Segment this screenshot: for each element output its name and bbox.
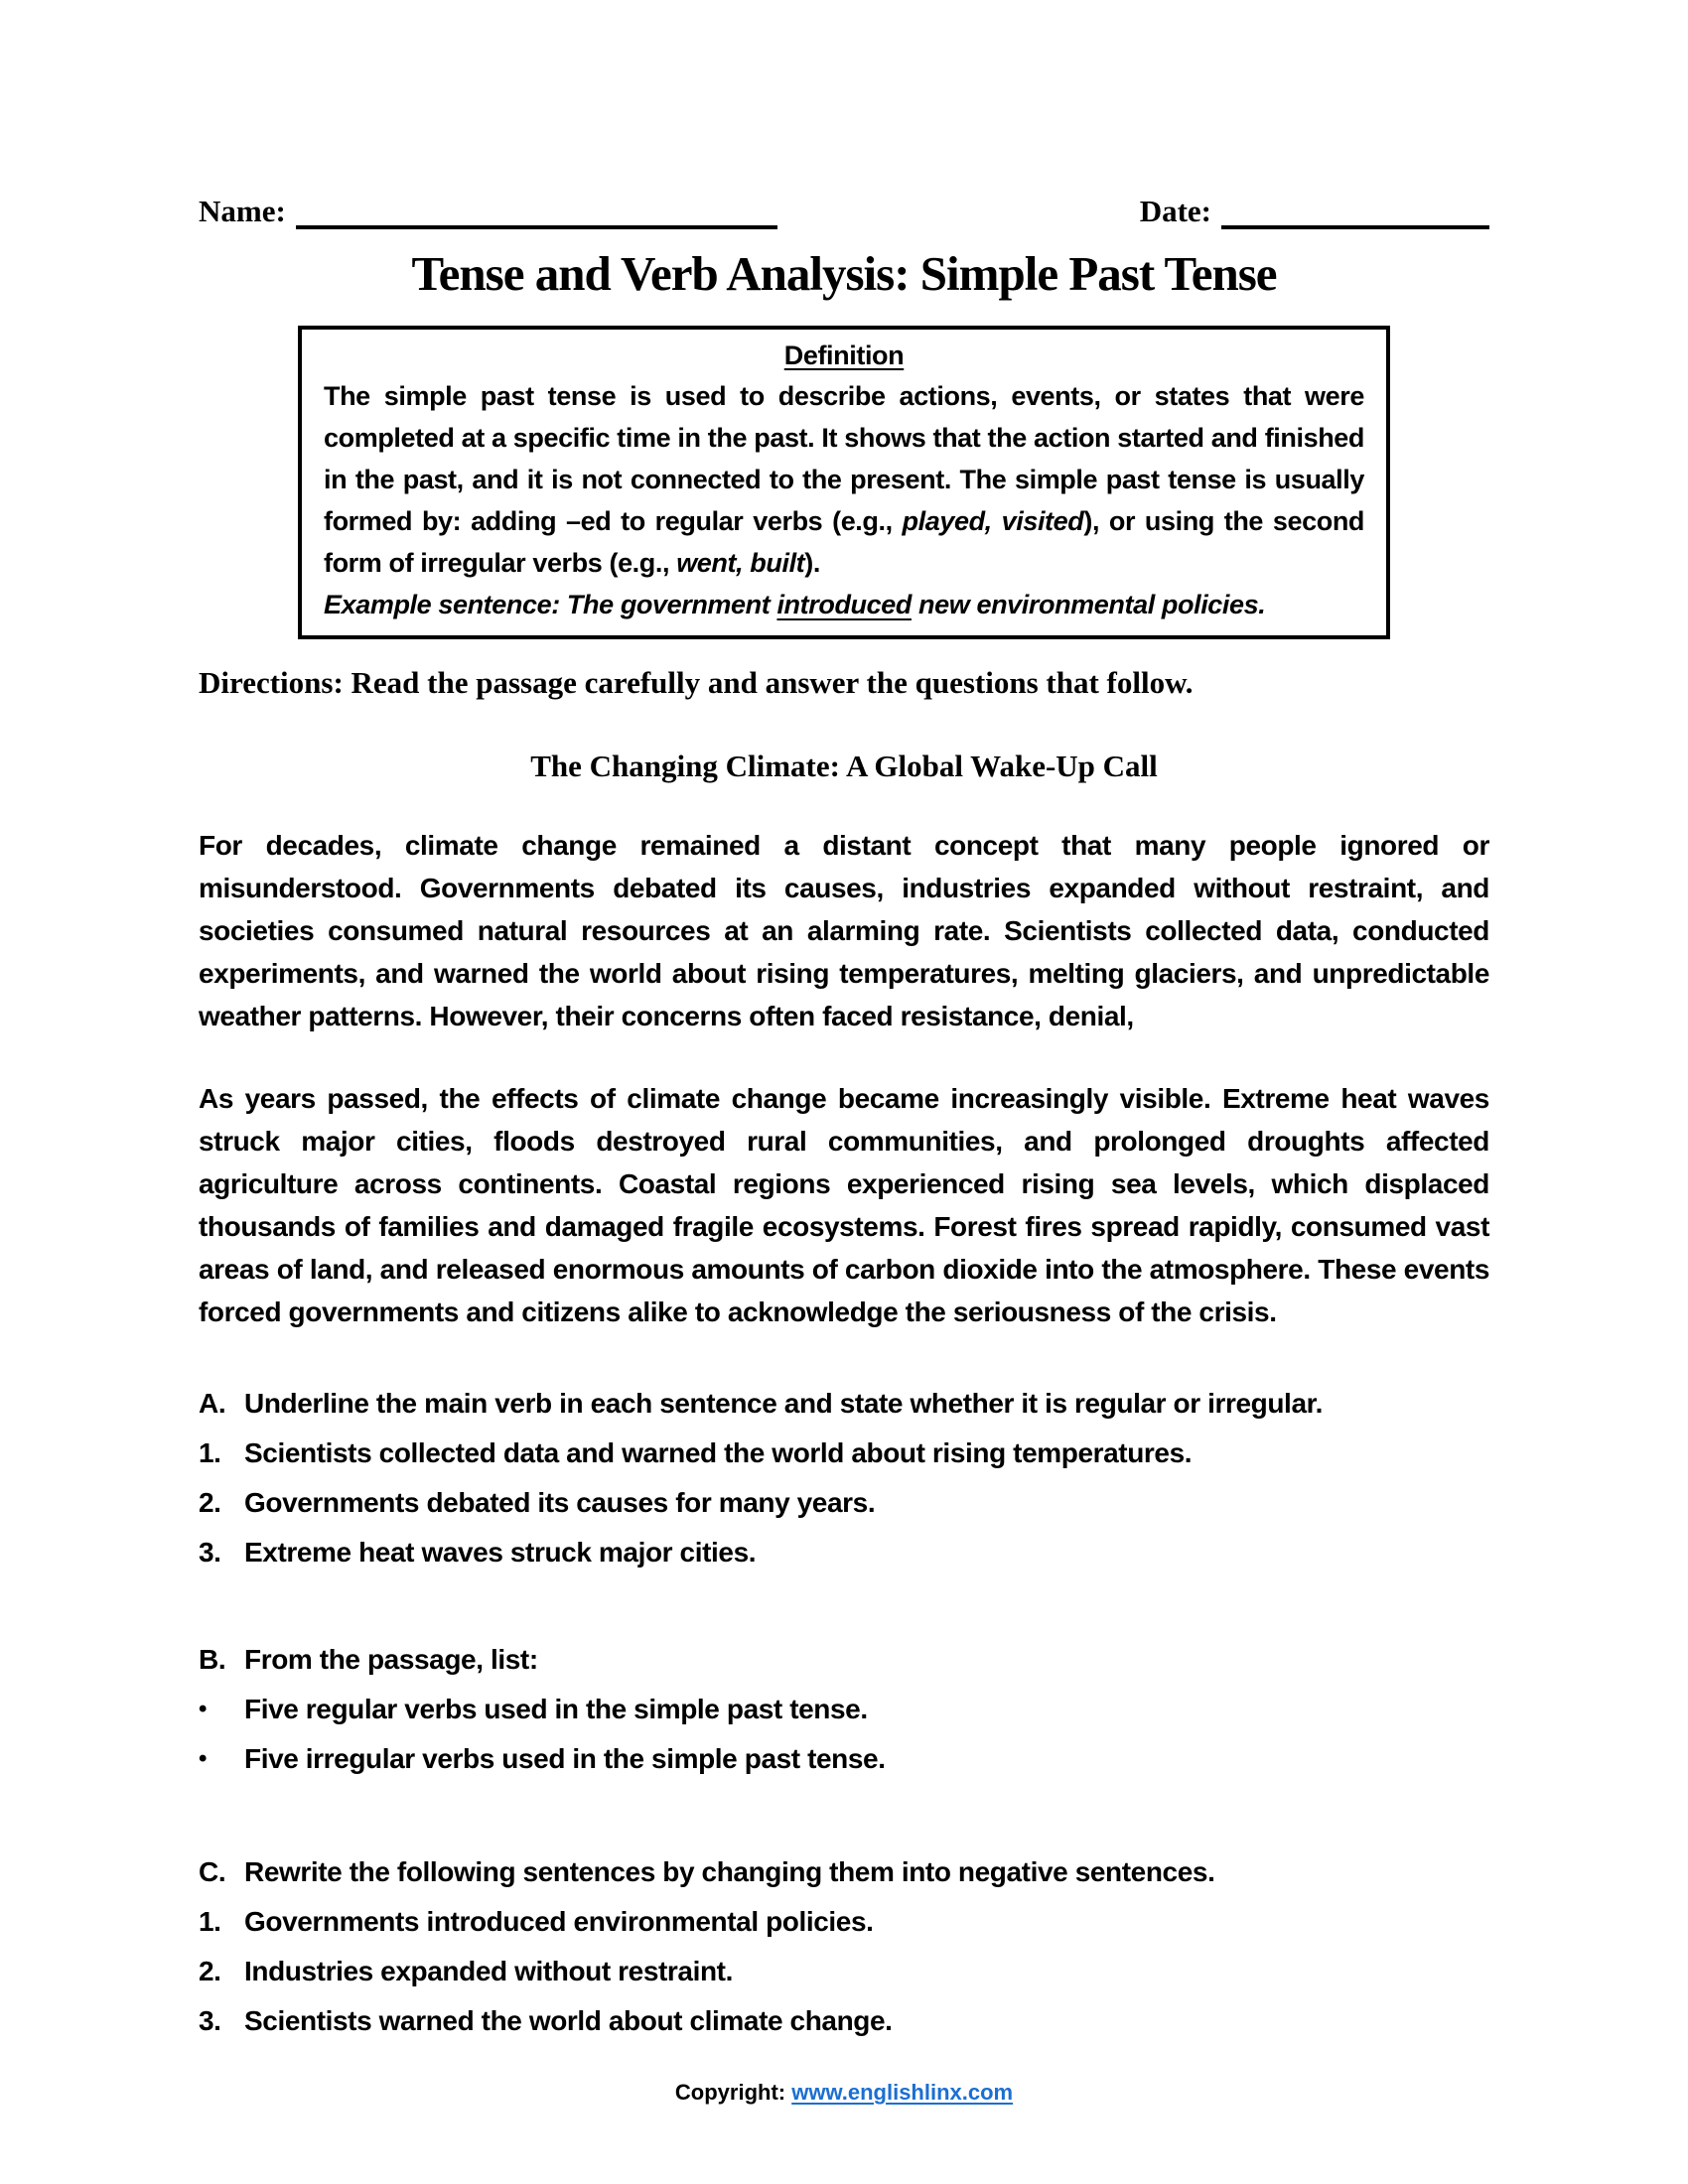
definition-example-sentence: Example sentence: The government introduced new environmental policies. — [324, 590, 1266, 619]
question-item — [199, 1429, 1489, 1478]
item-text: Five irregular verbs used in the simple past tense. — [244, 1743, 886, 1774]
page-title: Tense and Verb Analysis: Simple Past Tense — [411, 246, 1277, 301]
section-b-heading — [199, 1635, 1489, 1685]
item-number: 2. — [199, 1487, 221, 1518]
bullet-icon: • — [199, 1745, 208, 1772]
item-number: 1. — [199, 1437, 221, 1468]
item-text: Governments debated its causes for many years. — [244, 1487, 876, 1518]
section-c — [199, 1847, 1489, 2046]
item-text: Governments introduced environmental policies. — [244, 1906, 874, 1937]
definition-heading: Definition — [783, 341, 905, 370]
bullet-item — [199, 1685, 1489, 1734]
item-text: Five regular verbs used in the simple past tense. — [244, 1694, 868, 1724]
name-field-group — [199, 194, 777, 229]
passage-paragraph-1: For decades, climate change remained a distant concept that many people ignored or misunderstood. Governments debated its causes, industries expanded without restraint, and societies consumed natural resources at an alarming rate. Scientists collected data, conducted experiments, and warned the world about rising temperatures, melting glaciers, and unpredictable weather patterns. However, their concerns often faced resistance, denial, — [199, 830, 1489, 1031]
section-b-heading-text: From the passage, list: — [244, 1644, 538, 1675]
item-number: 3. — [199, 2005, 221, 2036]
item-text: Scientists warned the world about climate change. — [244, 2005, 893, 2036]
directions-text: Directions: Read the passage carefully and answer the questions that follow. — [199, 665, 1194, 700]
section-c-label: C. — [199, 1856, 226, 1887]
question-item — [199, 1478, 1489, 1528]
passage-paragraph-2: As years passed, the effects of climate change became increasingly visible. Extreme heat waves struck major cities, floods destroyed rural communities, and prolonged droughts affected agriculture across continents. Coastal regions experienced rising sea levels, which displaced thousands of families and damaged fragile ecosystems. Forest fires spread rapidly, consumed vast areas of land, and released enormous amounts of carbon dioxide into the atmosphere. These events forced governments and citizens alike to acknowledge the seriousness of the crisis. — [199, 1083, 1489, 1327]
section-a-heading-text: Underline the main verb in each sentence and state whether it is regular or irregular. — [244, 1388, 1323, 1419]
question-item — [199, 1897, 1489, 1947]
item-number: 1. — [199, 1906, 221, 1937]
question-item — [199, 1528, 1489, 1577]
item-text: Extreme heat waves struck major cities. — [244, 1537, 757, 1568]
copyright-label: Copyright: — [674, 2080, 786, 2105]
question-item — [199, 1996, 1489, 2046]
section-a-label: A. — [199, 1388, 226, 1419]
section-c-heading-text: Rewrite the following sentences by changing them into negative sentences. — [244, 1856, 1215, 1887]
section-a — [199, 1379, 1489, 1577]
section-c-heading — [199, 1847, 1489, 1897]
bullet-icon: • — [199, 1696, 208, 1722]
passage-title: The Changing Climate: A Global Wake-Up Call — [530, 749, 1158, 783]
name-blank-line — [296, 200, 777, 229]
section-b — [199, 1635, 1489, 1784]
footer-copyright — [199, 2080, 1489, 2106]
section-a-heading — [199, 1379, 1489, 1429]
name-label: Name: — [199, 194, 286, 228]
bullet-item — [199, 1734, 1489, 1784]
copyright-link[interactable]: www.englishlinx.com — [791, 2080, 1014, 2105]
definition-body: The simple past tense is used to describe actions, events, or states that were completed at a specific time in the past. It shows that the action started and finished in the past, and it is not connected to the present. The simple past tense is usually formed by: adding –ed to regular verbs (e.g., played, visited), or using the second form of irregular verbs (e.g., went, built). — [324, 381, 1364, 578]
item-number: 3. — [199, 1537, 221, 1568]
header-row — [199, 194, 1489, 229]
item-number: 2. — [199, 1956, 221, 1986]
date-field-group — [1140, 194, 1489, 229]
section-b-label: B. — [199, 1644, 226, 1675]
item-text: Industries expanded without restraint. — [244, 1956, 733, 1986]
date-blank-line — [1221, 200, 1489, 229]
item-text: Scientists collected data and warned the world about rising temperatures. — [244, 1437, 1193, 1468]
question-item — [199, 1947, 1489, 1996]
date-label: Date: — [1139, 194, 1211, 228]
definition-box — [298, 326, 1390, 639]
